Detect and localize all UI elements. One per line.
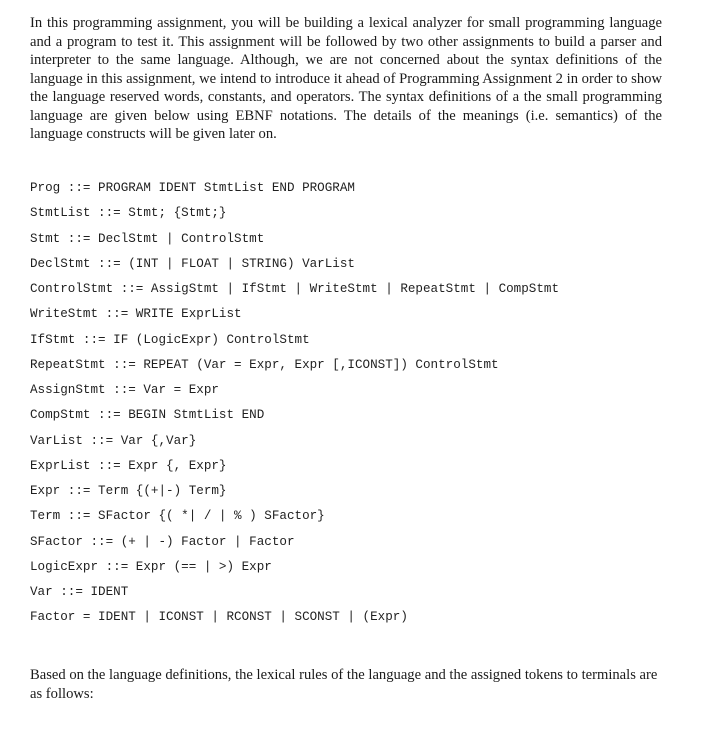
- grammar-rules-list: [30, 178, 690, 633]
- grammar-rule-assignstmt: AssignStmt ::= Var = Expr: [30, 383, 219, 397]
- grammar-rule-factor: Factor = IDENT | ICONST | RCONST | SCONST | (Expr): [30, 610, 408, 625]
- grammar-rule-term: Term ::= SFactor {( *| / | % ) SFactor}: [30, 509, 325, 524]
- grammar-rule-prog: Prog ::= PROGRAM IDENT StmtList END PROGRAM: [30, 181, 355, 195]
- grammar-rule-declstmt: DeclStmt ::= (INT | FLOAT | STRING) VarList: [30, 256, 355, 271]
- grammar-rule-exprlist: ExprList ::= Expr {, Expr}: [30, 458, 227, 473]
- grammar-rule-stmt: Stmt ::= DeclStmt | ControlStmt: [30, 231, 265, 246]
- intro-paragraph: In this programming assignment, you will be building a lexical analyzer for small programming language and a program to test it. This assignment will be followed by two other assignments to build a parser and interpreter to the same language. Although, we are not concerned about the syntax definitions of the language in this assignment, we intend to introduce it ahead of Programming Assignment 2 in order to show the language reserved words, constants, and operators. The syntax definitions of a the small programming language are given below using EBNF notations. The details of the meanings (i.e. semantics) of the language constructs will be given later on.: [30, 15, 662, 142]
- grammar-rule-logicexpr: LogicExpr ::= Expr (== | >) Expr: [30, 559, 272, 574]
- grammar-rule-sfactor: SFactor ::= (+ | -) Factor | Factor: [30, 534, 295, 549]
- closing-paragraph: Based on the language definitions, the lexical rules of the language and the assigned tokens to terminals are as follows:: [30, 667, 658, 702]
- grammar-rule-expr: Expr ::= Term {(+|-) Term}: [30, 484, 227, 498]
- grammar-rule-compstmt: CompStmt ::= BEGIN StmtList END: [30, 408, 265, 423]
- grammar-rule-repeatstmt: RepeatStmt ::= REPEAT (Var = Expr, Expr [,ICONST]) ControlStmt: [30, 357, 499, 372]
- grammar-rule-writestmt: WriteStmt ::= WRITE ExprList: [30, 307, 242, 322]
- grammar-rule-controlstmt: ControlStmt ::= AssigStmt | IfStmt | WriteStmt | RepeatStmt | CompStmt: [30, 282, 560, 296]
- grammar-rule-ifstmt: IfStmt ::= IF (LogicExpr) ControlStmt: [30, 332, 310, 347]
- grammar-rule-var: Var ::= IDENT: [30, 585, 129, 599]
- grammar-rule-varlist: VarList ::= Var {,Var}: [30, 433, 197, 448]
- grammar-rule-stmtlist: StmtList ::= Stmt; {Stmt;}: [30, 206, 227, 221]
